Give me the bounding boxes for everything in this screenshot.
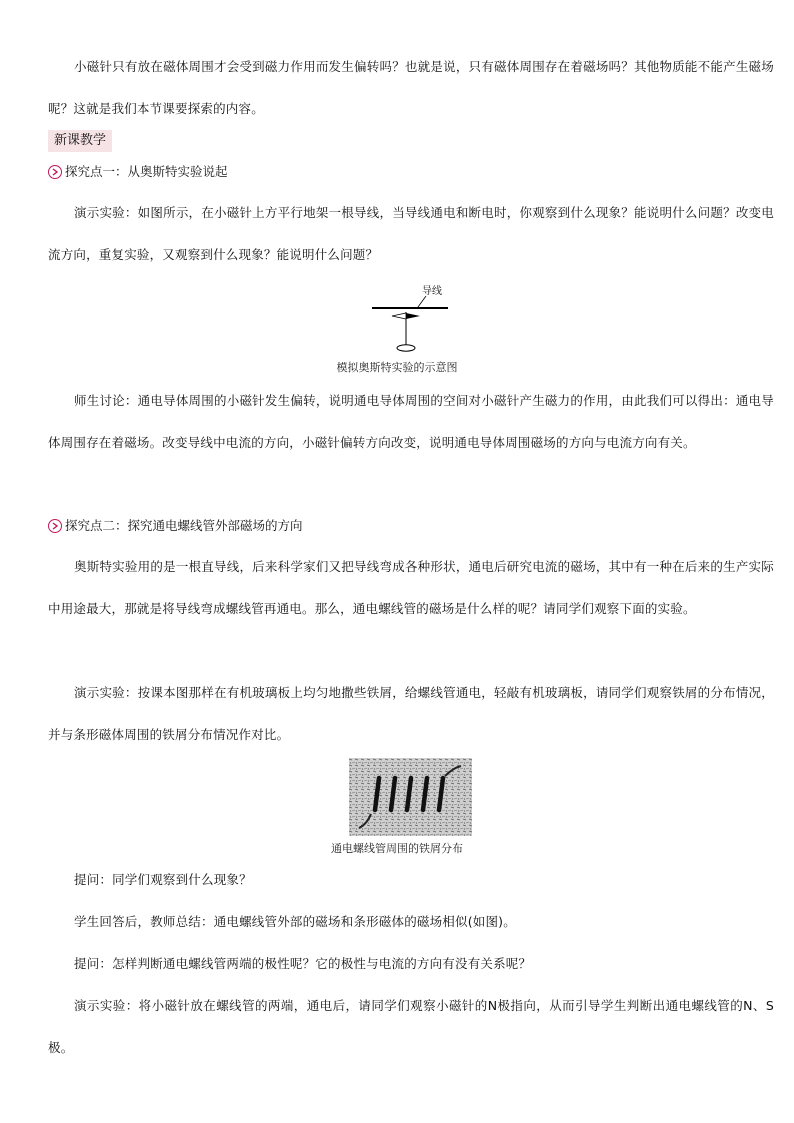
fig2-caption: 通电螺线管周围的铁屑分布 bbox=[331, 842, 463, 855]
oersted-paragraph: 奥斯特实验用的是一根直导线，后来科学家们又把导线弯成各种形状，通电后研究电流的磁场，其中有一种在后来的生产实际中用途最大，那就是将导线弯成螺线管再通电。那么，通电螺线管的磁场是什么样的呢？请同学们观察下面的实验。 bbox=[48, 559, 774, 616]
needle-base bbox=[397, 345, 415, 351]
iron-filings-photo bbox=[349, 758, 472, 836]
demo3-paragraph: 演示实验：将小磁针放在螺线管的两端，通电后，请同学们观察小磁针的N极指向，从而引导学生判断出通电螺线管的N、S极。 bbox=[48, 998, 774, 1055]
wire-label: 导线 bbox=[422, 286, 442, 297]
intro-paragraph: 小磁针只有放在磁体周围才会受到磁力作用而发生偏转吗？也就是说，只有磁体周围存在着磁场吗？其他物质能不能产生磁场呢？这就是我们本节课要探索的内容。 bbox=[48, 59, 774, 116]
needle-south bbox=[392, 313, 406, 319]
oersted-figure bbox=[370, 282, 450, 354]
subhead-point2 bbox=[48, 516, 303, 536]
question2-paragraph: 提问：怎样判断通电螺线管两端的极性呢？它的极性与电流的方向有没有关系呢？ bbox=[74, 956, 532, 971]
subhead-point1 bbox=[48, 162, 228, 182]
question1-paragraph: 提问：同学们观察到什么现象？ bbox=[74, 872, 252, 887]
fig1-caption: 模拟奥斯特实验的示意图 bbox=[336, 361, 458, 374]
wire-label-pointer bbox=[418, 296, 426, 307]
subhead-point2-label: 探究点二：探究通电螺线管外部磁场的方向 bbox=[65, 518, 303, 533]
demo1-paragraph: 演示实验：如图所示，在小磁针上方平行地架一根导线，当导线通电和断电时，你观察到什么现象？能说明什么问题？改变电流方向，重复实验，又观察到什么现象？能说明什么问题？ bbox=[48, 205, 774, 262]
answer-paragraph: 学生回答后，教师总结：通电螺线管外部的磁场和条形磁体的磁场相似(如图)。 bbox=[74, 914, 516, 929]
discussion-paragraph: 师生讨论：通电导体周围的小磁针发生偏转，说明通电导体周围的空间对小磁针产生磁力的作用，由此我们可以得出：通电导体周围存在着磁场。改变导线中电流的方向，小磁针偏转方向改变，说明通电导体周围磁场的方向与电流方向有关。 bbox=[48, 393, 774, 450]
demo2-paragraph: 演示实验：按课本图那样在有机玻璃板上均匀地撒些铁屑，给螺线管通电，轻敲有机玻璃板，请同学们观察铁屑的分布情况，并与条形磁体周围的铁屑分布情况作对比。 bbox=[48, 685, 774, 742]
chevron-right-icon bbox=[48, 519, 62, 533]
subhead-point1-label: 探究点一：从奥斯特实验说起 bbox=[65, 164, 228, 179]
section-title: 新课教学 bbox=[48, 130, 112, 152]
needle-north bbox=[406, 313, 420, 319]
chevron-right-icon bbox=[48, 165, 62, 179]
